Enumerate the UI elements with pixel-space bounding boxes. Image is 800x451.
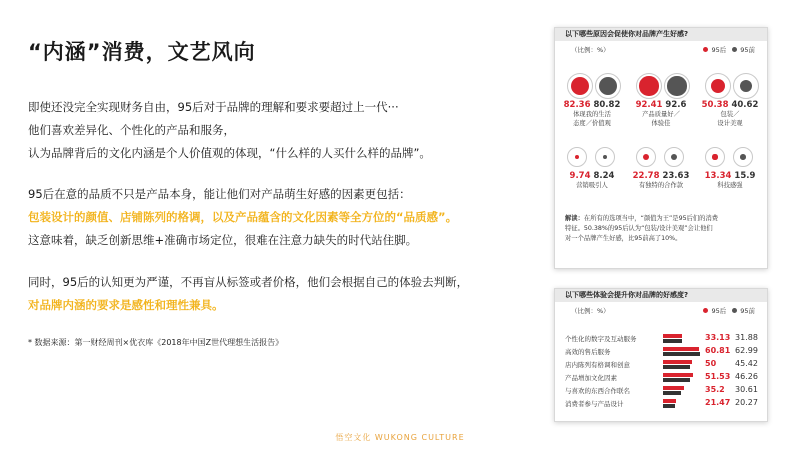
value-95q: 46.26 [735,372,758,381]
reason-circles [557,143,627,171]
bar-95h [663,347,699,351]
reason-values [557,171,627,181]
reason-values [695,171,765,181]
circle-fill [711,79,725,93]
page-title: “内涵”消费，文艺风向 [28,40,256,64]
reason-label-2: 态度／价值观 [573,120,611,127]
reason-label-1: 包装／ [720,111,740,118]
card-1-interpretation [565,214,760,244]
favorability-experiences-card [554,288,768,422]
experience-label: 高效的售后服务 [565,348,611,356]
circle-95h [705,147,725,167]
experience-row [565,359,765,371]
bar-95q [663,352,700,356]
interpretation-line-3: 对一个品牌产生好感，比95前高了10%。 [565,235,682,242]
value-95q: 23.63 [659,171,690,181]
paragraph-2-highlight: 包装设计的颜值、店铺陈列的格调，以及产品蕴含的文化因素等全方位的“品质感”。 [28,210,458,224]
reason-values [557,100,627,110]
paragraph-3-highlight: 对品牌内涵的要求是感性和理性兼具。 [28,298,224,312]
reason-values [695,100,765,110]
interpretation-line-1: 在所有的选项当中，“颜值为王”是95后们的消费 [583,215,719,222]
circle-95h [636,147,656,167]
value-95q: 80.82 [590,100,621,110]
value-95h: 9.74 [569,171,591,181]
value-95q: 15.9 [731,171,756,181]
legend-95h-label: 95后 [711,46,727,54]
reason-values [626,171,696,181]
experience-row [565,346,765,358]
circle-95q [595,73,621,99]
value-95q: 8.24 [590,171,615,181]
reason-circles [695,143,765,171]
card-1-legend [703,45,755,54]
experience-label: 与喜欢的东西合作联名 [565,387,630,395]
value-95q: 92.6 [662,100,687,110]
circle-95h [705,73,731,99]
legend-95q-dot-icon [732,308,737,313]
bar-95h [663,399,676,403]
experience-row [565,333,765,345]
value-95h: 92.41 [635,100,663,110]
value-95q: 40.62 [728,100,759,110]
experience-label: 消费者参与产品设计 [565,400,624,408]
circle-fill [712,154,717,159]
legend-95h-label: 95后 [711,307,727,315]
experience-row [565,398,765,410]
bar-95q [663,378,690,382]
circle-95q [595,147,615,167]
bar-95h [663,360,692,364]
reason-item [695,143,765,190]
experience-row [565,385,765,397]
reason-circles [695,72,765,100]
bar-95q [663,339,682,343]
reason-label-1: 科技感强 [717,182,743,189]
reason-label-2: 体验佳 [651,120,671,127]
legend-95h-dot-icon [703,308,708,313]
reason-label-2: 设计美观 [717,120,743,127]
reason-item [557,143,627,190]
circle-fill [643,154,650,161]
bar-95h [663,373,693,377]
interpretation-prefix: 解读： [565,215,584,222]
reason-circles [626,72,696,100]
circle-95h [636,73,662,99]
legend-95h-dot-icon [703,47,708,52]
value-95q: 30.61 [735,385,758,394]
card-1-unit: （比例：%） [571,46,610,54]
paragraph-1 [28,96,431,165]
circle-95h [567,73,593,99]
reason-label-1: 有独特的合作款 [638,182,684,189]
data-source-note: * 数据来源：第一财经周刊×优衣库《2018年中国Z世代理想生活报告》 [28,338,284,347]
experience-row [565,372,765,384]
paragraph-3-line-1: 同时，95后的认知更为严谨，不再盲从标签或者价格，他们会根据自己的体验去判断， [28,275,469,289]
reason-label-1: 营销吸引人 [576,182,608,189]
legend-95q-label: 95前 [740,307,755,315]
reason-values [626,100,696,110]
value-95q: 62.99 [735,346,758,355]
value-95h: 21.47 [705,398,731,407]
card-2-title: 以下哪些体验会提升你对品牌的好感度? [555,289,767,302]
value-95h: 82.36 [563,100,591,110]
paragraph-3 [28,271,468,317]
bar-95h [663,334,682,338]
reason-label-1: 产品质量好／ [642,111,680,118]
value-95h: 33.13 [705,333,731,342]
paragraph-1-line-3: 认为品牌背后的文化内涵是个人价值观的体现，“什么样的人买什么样的品牌”。 [28,146,431,160]
paragraph-1-line-1: 即使还没完全实现财务自由，95后对于品牌的理解和要求要超过上一代··· [28,100,399,114]
legend-95q-label: 95前 [740,46,755,54]
value-95h: 50.38 [701,100,729,110]
card-2-legend [703,306,755,315]
experience-label: 个性化的数字及互动服务 [565,335,637,343]
value-95h: 22.78 [632,171,660,181]
value-95q: 45.42 [735,359,758,368]
bar-95q [663,365,690,369]
circle-fill [671,154,678,161]
bar-95h [663,386,684,390]
reason-circles [626,143,696,171]
card-1-title: 以下哪些原因会促使你对品牌产生好感? [555,28,767,41]
circle-fill [667,76,686,95]
value-95h: 50 [705,359,717,368]
circle-fill [740,80,753,93]
value-95h: 51.53 [705,372,731,381]
value-95h: 60.81 [705,346,731,355]
circle-fill [603,155,607,159]
reason-label-1: 体现我的生活 [573,111,611,118]
circle-fill [575,155,579,159]
bar-95q [663,404,675,408]
circle-95q [664,147,684,167]
value-95h: 13.34 [704,171,732,181]
paragraph-2 [28,183,457,252]
reason-item [626,72,696,128]
circle-fill [571,77,589,95]
circle-fill [639,76,658,95]
paragraph-2-line-1: 95后在意的品质不只是产品本身，能让他们对产品萌生好感的因素更包括： [28,187,411,201]
favorability-reasons-card [554,27,768,269]
reason-item [695,72,765,128]
bar-95q [663,391,681,395]
value-95q: 31.88 [735,333,758,342]
reason-item [626,143,696,190]
circle-fill [599,77,617,95]
paragraph-2-line-3: 这意味着，缺乏创新思维+准确市场定位，很难在注意力缺失的时代站住脚。 [28,233,418,247]
reason-item [557,72,627,128]
experience-label: 产品增加文化因素 [565,374,617,382]
circle-fill [740,154,746,160]
circle-95q [664,73,690,99]
paragraph-1-line-2: 他们喜欢差异化、个性化的产品和服务， [28,123,235,137]
value-95q: 20.27 [735,398,758,407]
circle-95q [733,147,753,167]
circle-95q [733,73,759,99]
legend-95q-dot-icon [732,47,737,52]
footer-brand: 悟空文化 WUKONG CULTURE [335,433,465,442]
circle-95h [567,147,587,167]
value-95h: 35.2 [705,385,725,394]
card-2-unit: （比例：%） [571,307,610,315]
experience-label: 店内陈列有格调和创意 [565,361,630,369]
reason-circles [557,72,627,100]
interpretation-line-2: 特征。50.38%的95后认为“包装/设计美观”会让他们 [565,225,713,232]
